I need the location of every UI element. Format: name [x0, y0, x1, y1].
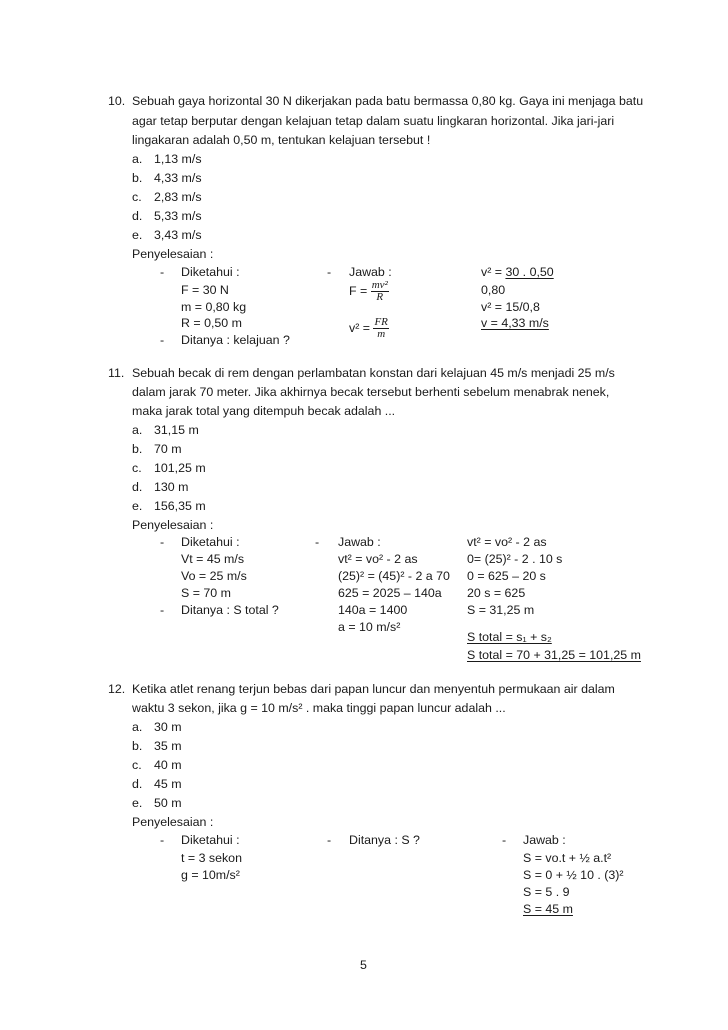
bullet-dash: - [327, 265, 332, 279]
work-line: (25)² = (45)² - 2 a 70 [338, 569, 450, 583]
option-letter: b. [132, 442, 143, 456]
option-letter: d. [132, 209, 143, 223]
option-letter: c. [132, 758, 142, 772]
question-text-line: dalam jarak 70 meter. Jika akhirnya becak tersebut berhenti sebelum menabrak nenek, [132, 385, 610, 399]
option-text: 2,83 m/s [154, 190, 202, 204]
known-title: Diketahui : [181, 833, 240, 847]
known-item: g = 10m/s² [181, 868, 240, 882]
work-line: 20 s = 625 [467, 586, 526, 600]
option-letter: d. [132, 480, 143, 494]
work-line: 625 = 2025 – 140a [338, 586, 442, 600]
option-text: 101,25 m [154, 461, 206, 475]
bullet-dash: - [315, 535, 320, 549]
formula-lhs: F = [349, 283, 371, 298]
asked-text: Ditanya : S total ? [181, 603, 279, 617]
fraction [373, 317, 388, 340]
question-text-line: Sebuah gaya horizontal 30 N dikerjakan pada batu bermassa 0,80 kg. Gaya ini menjaga batu [132, 94, 644, 108]
calc-line: 0,80 [481, 283, 506, 297]
question-number: 11. [108, 366, 125, 380]
option-letter: e. [132, 796, 143, 810]
question-text-line: agar tetap berputar dengan kelajuan tetap dalam suatu lingkaran horizontal. Jika jari-jari [132, 114, 615, 128]
fraction-numerator: FR [374, 316, 388, 328]
asked-text: Ditanya : S ? [349, 833, 420, 847]
question-text-line: Ketika atlet renang terjun bebas dari papan luncur dan menyentuh permukaan air dalam [132, 682, 615, 696]
option-text: 45 m [154, 777, 182, 791]
bullet-dash: - [160, 333, 165, 347]
fraction-denominator: m [377, 328, 386, 340]
page-number: 5 [360, 958, 367, 972]
work-line: 0= (25)² - 2 . 10 s [467, 552, 563, 566]
known-item: Vo = 25 m/s [181, 569, 247, 583]
work-line: 140a = 1400 [338, 603, 408, 617]
work-line: vt² = vo² - 2 as [467, 535, 547, 549]
known-item: F = 30 N [181, 283, 229, 297]
bullet-dash: - [160, 603, 165, 617]
option-letter: e. [132, 499, 143, 513]
bullet-dash: - [327, 833, 332, 847]
bullet-dash: - [160, 535, 165, 549]
option-letter: d. [132, 777, 143, 791]
work-line: S = 5 . 9 [523, 885, 570, 899]
option-text: 35 m [154, 739, 182, 753]
solution-label: Penyelesaian : [132, 247, 214, 261]
known-title: Diketahui : [181, 265, 240, 279]
calc-result: v = 4,33 m/s [481, 316, 549, 330]
total-result: S total = 70 + 31,25 = 101,25 m [467, 648, 641, 662]
fraction-numerator: mv² [371, 279, 388, 291]
fraction-denominator: R [376, 291, 384, 303]
fraction [371, 280, 389, 303]
question-number: 10. [108, 94, 126, 108]
total-formula: S total = s₁ + s₂ [467, 630, 552, 644]
known-item: Vt = 45 m/s [181, 552, 245, 566]
option-text: 40 m [154, 758, 182, 772]
velocity-formula [349, 317, 389, 340]
calc-numerator: 30 . 0,50 [505, 265, 554, 279]
known-item: t = 3 sekon [181, 851, 242, 865]
option-letter: c. [132, 190, 142, 204]
question-text-line: maka jarak total yang ditempuh becak adalah ... [132, 404, 396, 418]
option-letter: a. [132, 423, 143, 437]
option-text: 31,15 m [154, 423, 199, 437]
work-line: S = 0 + ½ 10 . (3)² [523, 868, 624, 882]
known-item: S = 70 m [181, 586, 231, 600]
work-line: 0 = 625 – 20 s [467, 569, 546, 583]
option-text: 70 m [154, 442, 182, 456]
option-letter: b. [132, 171, 143, 185]
work-line: a = 10 m/s² [338, 620, 401, 634]
work-line: vt² = vo² - 2 as [338, 552, 418, 566]
bullet-dash: - [160, 833, 165, 847]
question-text-line: Sebuah becak di rem dengan perlambatan konstan dari kelajuan 45 m/s menjadi 25 m/s [132, 366, 615, 380]
calc-lhs: v² = [481, 265, 506, 279]
question-number: 12. [108, 682, 126, 696]
formula-lhs: v² = [349, 320, 374, 335]
option-text: 50 m [154, 796, 182, 810]
option-letter: b. [132, 739, 143, 753]
known-item: R = 0,50 m [181, 316, 242, 330]
known-title: Diketahui : [181, 535, 240, 549]
option-text: 130 m [154, 480, 189, 494]
force-formula [349, 280, 389, 303]
option-letter: c. [132, 461, 142, 475]
option-letter: a. [132, 720, 143, 734]
known-item: m = 0,80 kg [181, 300, 247, 314]
answer-title: Jawab : [338, 535, 381, 549]
bullet-dash: - [160, 265, 165, 279]
question-text-line: waktu 3 sekon, jika g = 10 m/s² . maka tinggi papan luncur adalah ... [132, 701, 506, 715]
option-text: 3,43 m/s [154, 228, 202, 242]
work-line: S = vo.t + ½ a.t² [523, 851, 612, 865]
work-result: S = 45 m [523, 902, 573, 916]
work-line: S = 31,25 m [467, 603, 535, 617]
solution-label: Penyelesaian : [132, 815, 214, 829]
answer-title: Jawab : [523, 833, 566, 847]
asked-text: Ditanya : kelajuan ? [181, 333, 290, 347]
option-letter: e. [132, 228, 143, 242]
bullet-dash: - [502, 833, 507, 847]
option-text: 5,33 m/s [154, 209, 202, 223]
calc-line: v² = 15/0,8 [481, 300, 540, 314]
calc-line [481, 263, 554, 282]
option-letter: a. [132, 152, 143, 166]
solution-label: Penyelesaian : [132, 518, 214, 532]
option-text: 1,13 m/s [154, 152, 202, 166]
question-text-line: lingakaran adalah 0,50 m, tentukan kelajuan tersebut ! [132, 133, 431, 147]
option-text: 30 m [154, 720, 182, 734]
option-text: 156,35 m [154, 499, 206, 513]
answer-title: Jawab : [349, 265, 392, 279]
option-text: 4,33 m/s [154, 171, 202, 185]
